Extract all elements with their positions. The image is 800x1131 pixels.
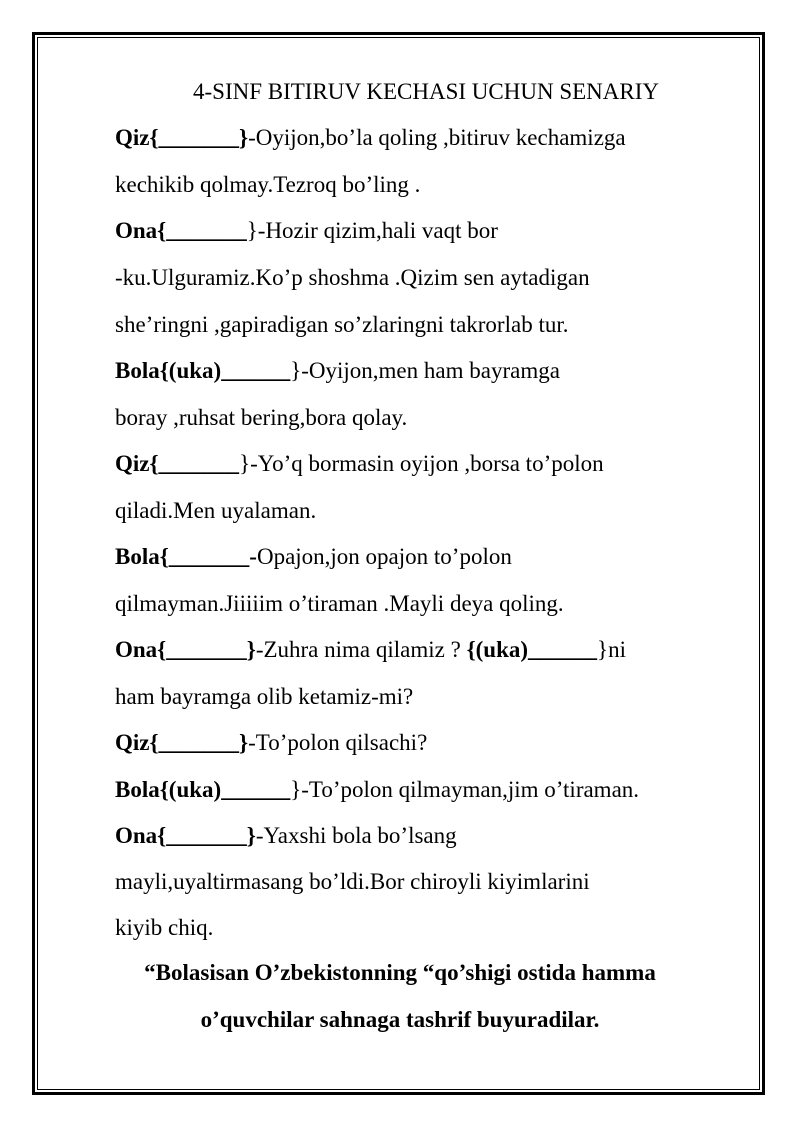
dialogue-text: }-To’polon qilmayman,jim o’tiraman. <box>290 777 640 802</box>
speaker-label: {(uka)______ <box>466 637 598 662</box>
script-line <box>115 866 590 898</box>
dialogue-text: qilmayman.Jiiiiim o’tiraman .Mayli deya qoling. <box>115 591 564 616</box>
script-line <box>115 634 626 666</box>
dialogue-text: }-Hozir qizim,hali vaqt bor <box>246 218 498 243</box>
dialogue-text: }-Yo’q bormasin oyijon ,borsa to’polon <box>239 451 604 476</box>
speaker-label: Ona{_______ <box>115 218 247 243</box>
script-line <box>115 588 564 620</box>
script-line <box>115 727 427 759</box>
speaker-label: Ona{_______} <box>115 637 256 662</box>
dialogue-text: kiyib chiq. <box>115 915 214 940</box>
script-line <box>115 541 512 573</box>
dialogue-text: -Oyijon,bo’la qoling ,bitiruv kechamizga <box>248 125 626 150</box>
script-line <box>115 681 413 713</box>
dialogue-text: mayli,uyaltirmasang bo’ldi.Bor chiroyli kiyimlarini <box>115 869 590 894</box>
script-line <box>115 820 457 852</box>
dialogue-text: she’ringni ,gapiradigan so’zlaringni takrorlab tur. <box>115 312 569 337</box>
script-line <box>115 122 626 154</box>
dialogue-text: qiladi.Men uyalaman. <box>115 498 317 523</box>
speaker-label: Qiz{_______} <box>115 730 249 755</box>
script-line <box>115 448 604 480</box>
closing-note-line-1: “Bolasisan O’zbekistonning “qo’shigi ostida hamma <box>144 960 656 985</box>
script-line <box>115 495 316 527</box>
speaker-label: Bola{(uka)______ <box>115 777 291 802</box>
script-line <box>115 262 590 294</box>
dialogue-text: -To’polon qilsachi? <box>248 730 428 755</box>
script-line <box>115 774 639 806</box>
speaker-label: Bola{(uka)______ <box>115 358 291 383</box>
dialogue-text: }-Oyijon,men ham bayramga <box>290 358 560 383</box>
dialogue-text: -ku.Ulguramiz.Ko’p shoshma .Qizim sen aytadigan <box>115 265 590 290</box>
speaker-label: Bola{_______- <box>115 544 257 569</box>
script-line <box>115 355 560 387</box>
dialogue-text: -Zuhra nima qilamiz ? <box>255 637 467 662</box>
speaker-label: Ona{_______} <box>115 823 256 848</box>
script-line <box>115 912 213 944</box>
speaker-label: Qiz{_______ <box>115 451 240 476</box>
script-line <box>115 215 498 247</box>
document-title: 4-SINF BITIRUV KECHASI UCHUN SENARIY <box>193 79 659 104</box>
dialogue-text: Opajon,jon opajon to’polon <box>256 544 512 569</box>
closing-note-line-2: o’quvchilar sahnaga tashrif buyuradilar. <box>200 1007 600 1032</box>
dialogue-text: ham bayramga olib ketamiz-mi? <box>115 684 414 709</box>
dialogue-text: -Yaxshi bola bo’lsang <box>255 823 457 848</box>
dialogue-text: kechikib qolmay.Tezroq bo’ling . <box>115 172 421 197</box>
dialogue-text: boray ,ruhsat bering,bora qolay. <box>115 405 408 430</box>
dialogue-text: }ni <box>597 637 626 662</box>
script-line <box>115 402 407 434</box>
script-line <box>115 309 568 341</box>
script-line <box>115 169 420 201</box>
speaker-label: Qiz{_______} <box>115 125 249 150</box>
